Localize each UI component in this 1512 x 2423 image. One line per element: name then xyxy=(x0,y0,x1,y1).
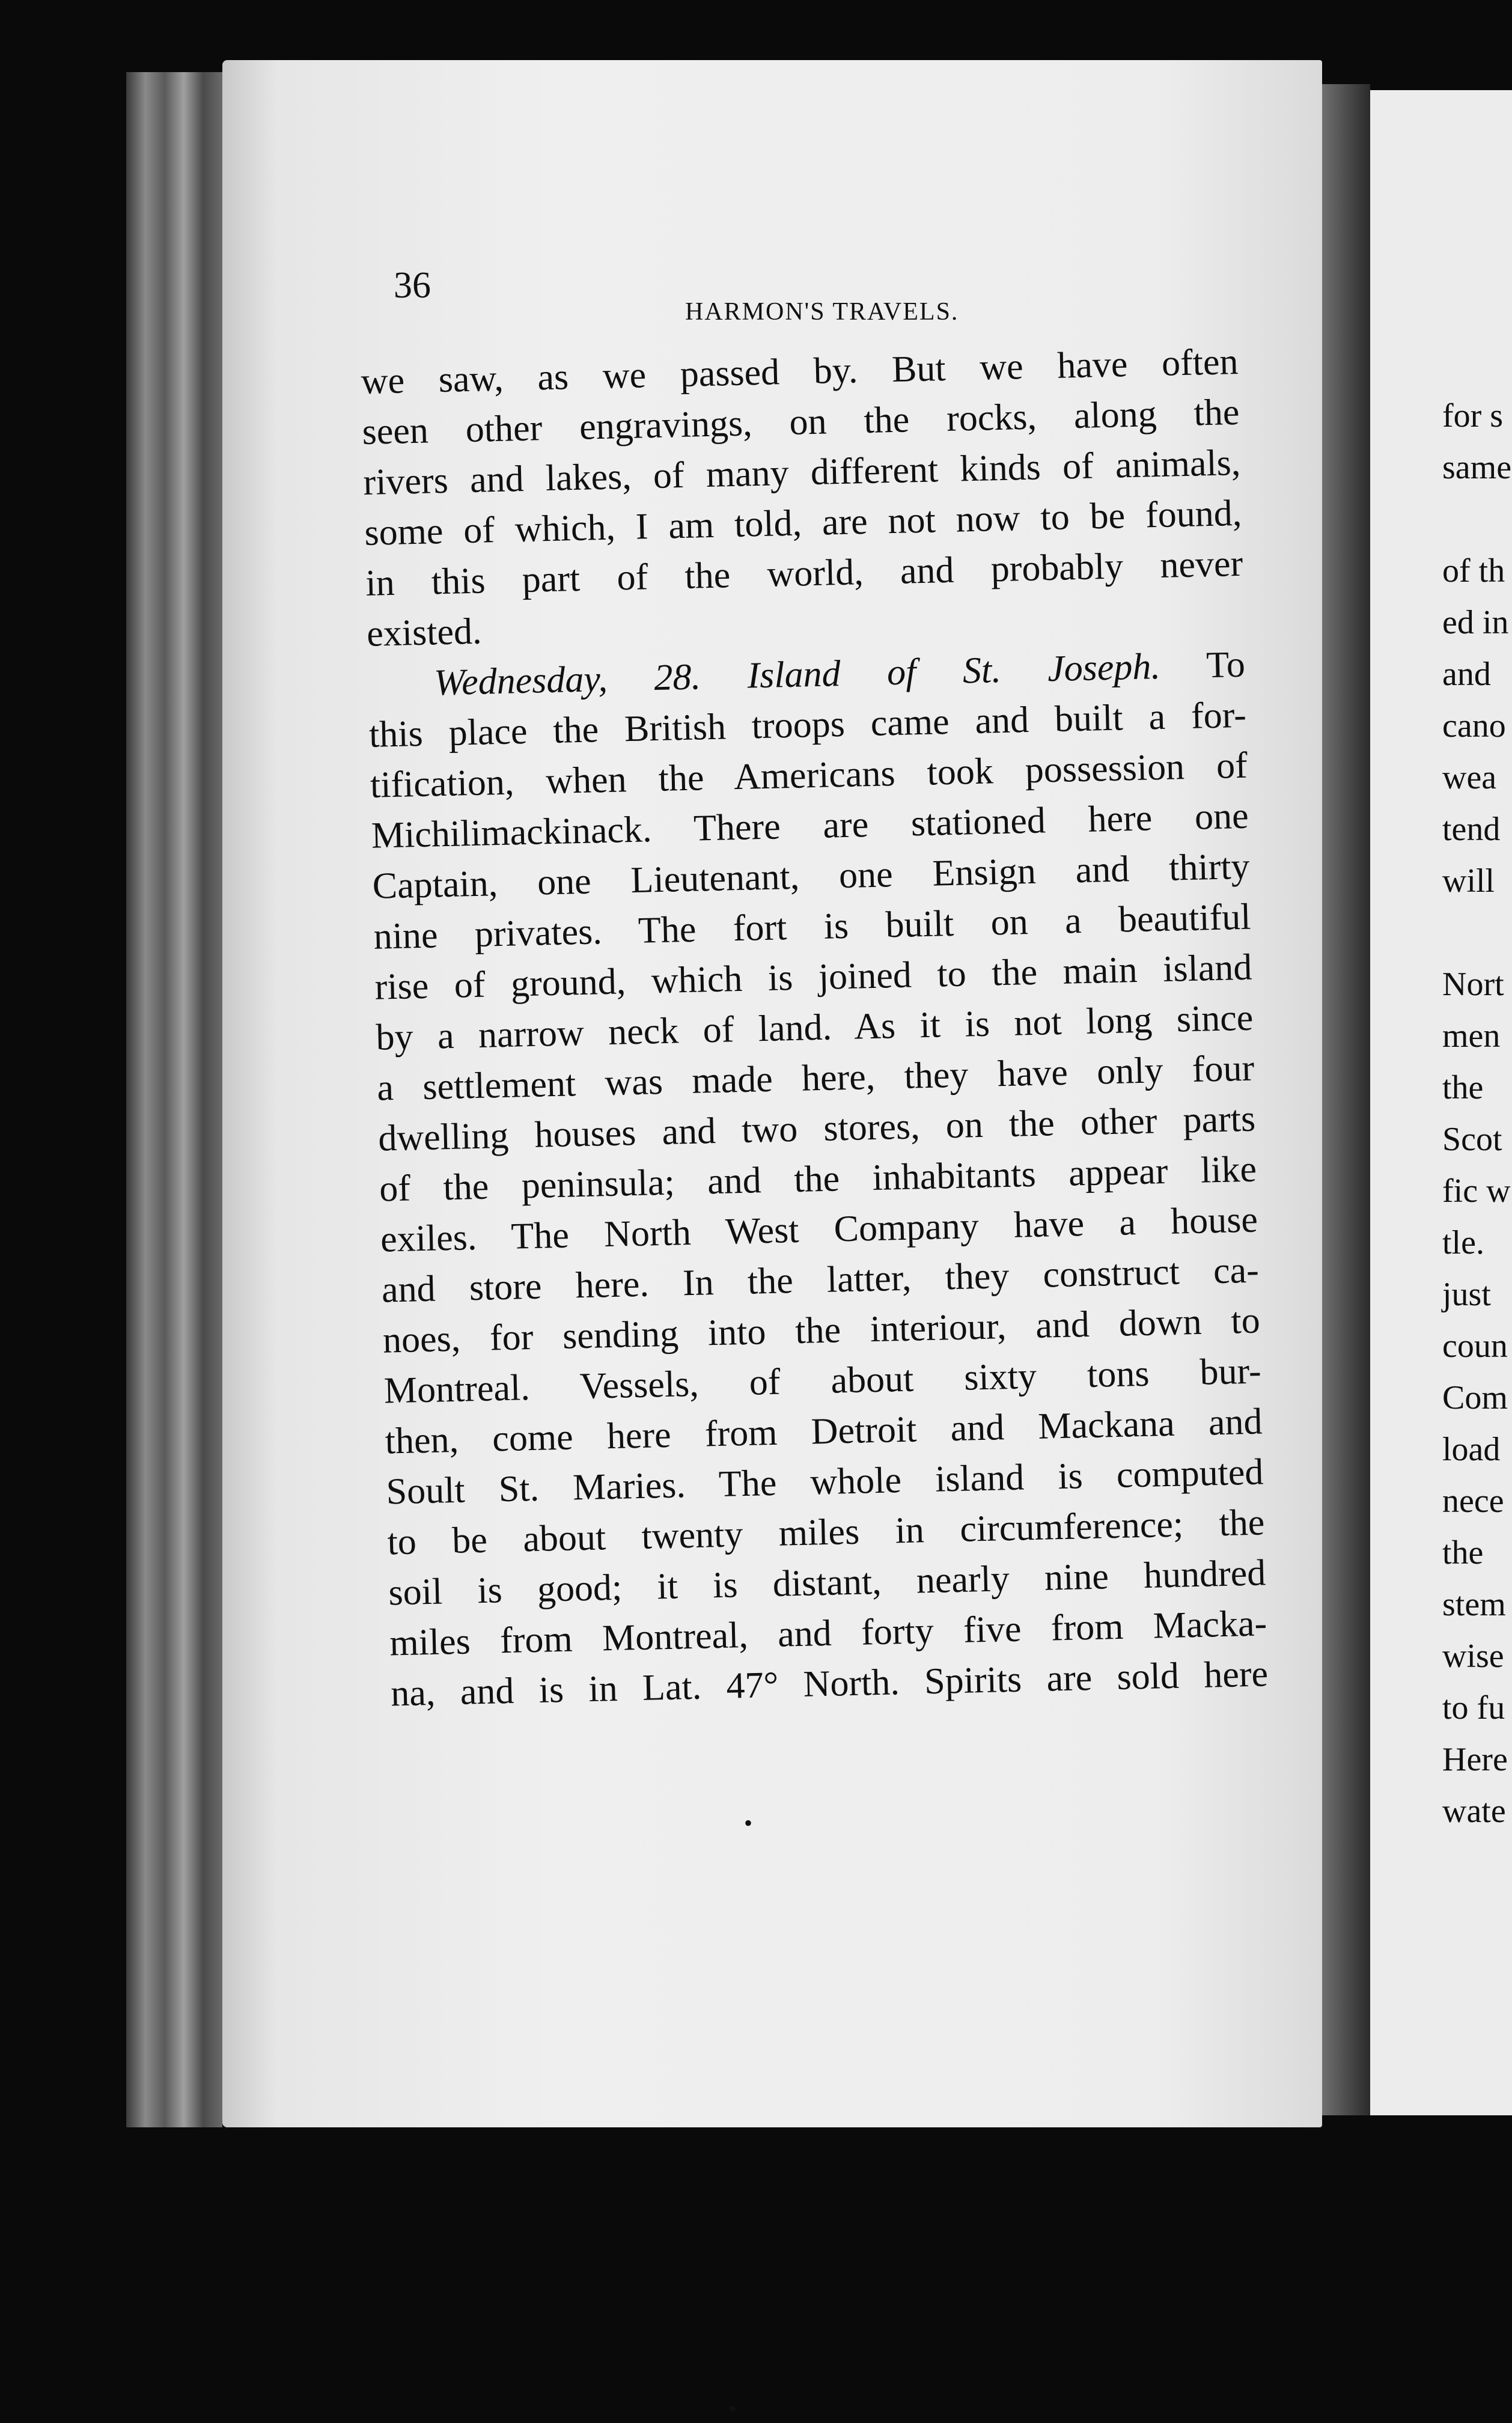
facing-page-line: nece xyxy=(1442,1483,1504,1520)
text-line: rivers and lakes, of many different kinds of animals, xyxy=(362,442,1242,503)
facing-page-line: fic w xyxy=(1442,1172,1511,1210)
text-line: a settlement was made here, they have only four xyxy=(376,1047,1255,1109)
facing-page-line: ed in xyxy=(1442,604,1509,641)
text-line: nine privates. The fort is built on a beautiful xyxy=(373,896,1252,957)
text-line: noes, for sending into the interiour, and down to xyxy=(382,1300,1261,1361)
text-line: some of which, I am told, are not now to be found, xyxy=(364,492,1242,553)
ink-speck: • xyxy=(728,2395,737,2422)
facing-page-line: will xyxy=(1442,862,1495,900)
text-line: Michilimackinack. There are stationed here one xyxy=(371,795,1249,856)
text-line: existed. xyxy=(366,611,483,654)
facing-page-line: Here xyxy=(1442,1741,1508,1778)
facing-page-line: of th xyxy=(1442,552,1505,590)
running-head: HARMON'S TRAVELS. xyxy=(685,298,959,326)
text-line: and store here. In the latter, they construct ca- xyxy=(381,1249,1260,1311)
text-line: in this part of the world, and probably never xyxy=(365,543,1243,604)
facing-page-line: wate xyxy=(1442,1793,1506,1830)
facing-page-line: tle. xyxy=(1442,1224,1484,1261)
facing-page-line: the xyxy=(1442,1069,1484,1106)
text-line: Captain, one Lieutenant, one Ensign and thirty xyxy=(372,846,1251,907)
facing-page-line: to fu xyxy=(1442,1689,1505,1727)
text-line: seen other engravings, on the rocks, along the xyxy=(361,391,1240,453)
facing-page-line: just xyxy=(1442,1276,1491,1313)
facing-page-line: Nort xyxy=(1442,966,1504,1003)
text-line: Montreal. Vessels, of about sixty tons bur- xyxy=(383,1350,1262,1412)
text-line: then, come here from Detroit and Mackana and xyxy=(385,1401,1263,1462)
facing-page-line: wea xyxy=(1442,759,1497,796)
ink-speck: • xyxy=(744,1809,753,1836)
text-line: soil is good; it is distant, nearly nine hundred xyxy=(388,1552,1266,1614)
text-line: this place the British troops came and built a for- xyxy=(368,694,1247,755)
facing-page-line: and xyxy=(1442,656,1491,693)
facing-page-line: tend xyxy=(1442,811,1501,848)
facing-page-line: stem xyxy=(1442,1586,1506,1623)
facing-page-line: Com xyxy=(1442,1379,1508,1416)
page-number: 36 xyxy=(394,265,431,306)
facing-page-line: wise xyxy=(1442,1638,1504,1675)
book-gutter xyxy=(1322,84,1370,2115)
text-line: Soult St. Maries. The whole island is computed xyxy=(385,1451,1264,1513)
text-line: exiles. The North West Company have a house xyxy=(380,1199,1258,1260)
page-edges xyxy=(126,72,222,2127)
text-line: to be about twenty miles in circumference; the xyxy=(386,1502,1266,1563)
text-line: na, and is in Lat. 47° North. Spirits are sold here xyxy=(390,1653,1269,1714)
text-line: rise of ground, which is joined to the main island xyxy=(374,946,1253,1008)
facing-page-line: coun xyxy=(1442,1327,1508,1365)
facing-page-line: for s xyxy=(1442,397,1504,434)
facing-page-line: load xyxy=(1442,1431,1501,1468)
entry-place: Island of St. Joseph. xyxy=(746,645,1161,696)
entry-lead-text: To xyxy=(1206,644,1246,686)
facing-page-line: same xyxy=(1442,449,1512,486)
text-line: dwelling houses and two stores, on the other parts xyxy=(377,1098,1256,1159)
text-line: tification, when the Americans took possession of xyxy=(370,745,1248,806)
text-line: miles from Montreal, and forty five from Macka- xyxy=(389,1603,1267,1664)
facing-page-line: cano xyxy=(1442,707,1506,745)
facing-page-line: men xyxy=(1442,1017,1501,1055)
entry-date: Wednesday, 28. xyxy=(433,656,701,704)
text-line: of the peninsula; and the inhabitants appear like xyxy=(379,1148,1257,1210)
facing-page-line: the xyxy=(1442,1534,1484,1571)
text-line: we saw, as we passed by. But we have often xyxy=(361,341,1239,402)
facing-page-line: Scot xyxy=(1442,1121,1502,1158)
text-line: by a narrow neck of land. As it is not long since xyxy=(375,997,1254,1058)
